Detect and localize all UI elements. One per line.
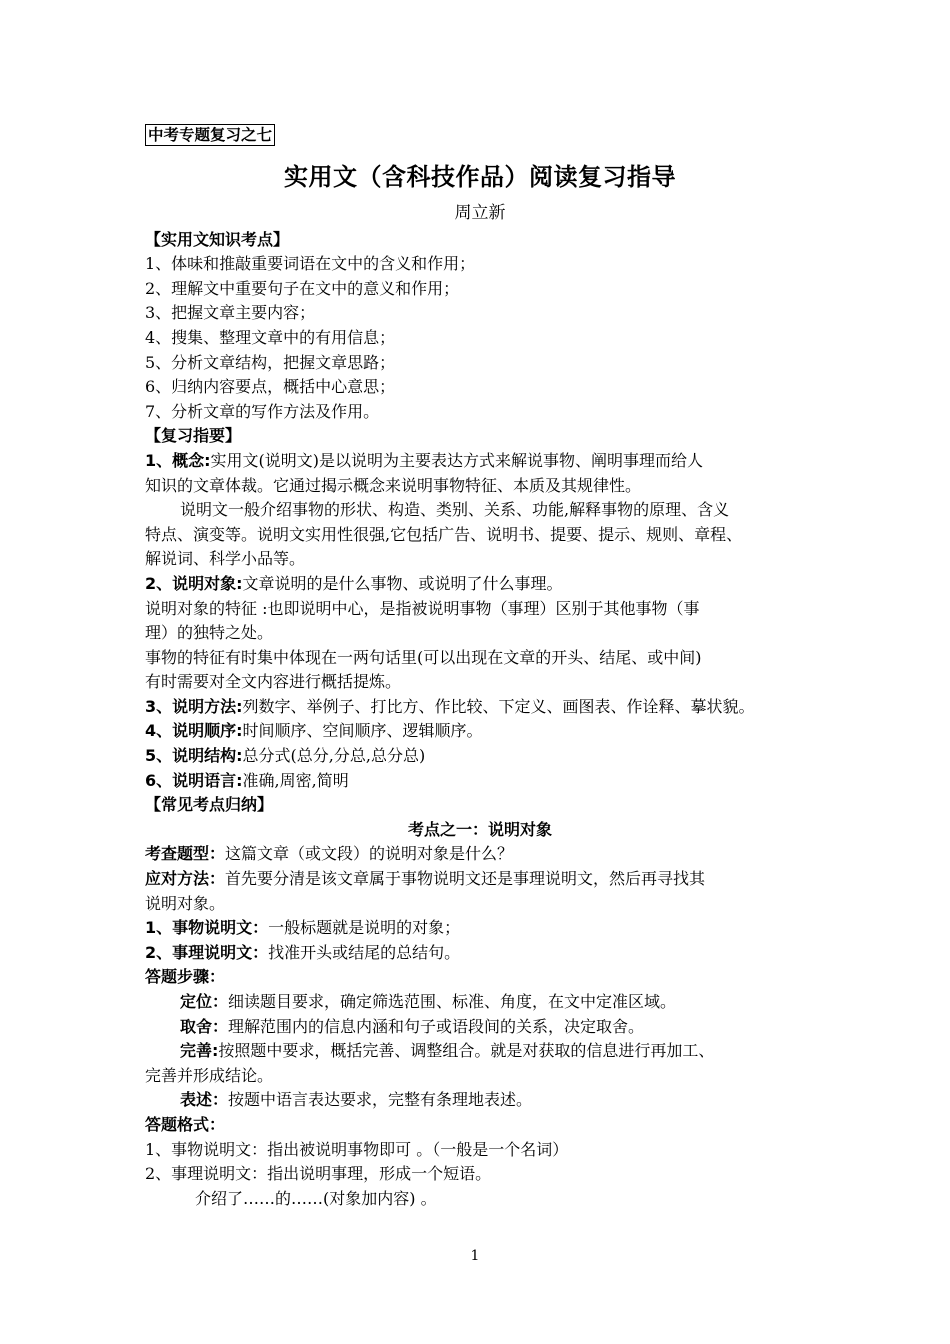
language-line xyxy=(145,769,815,794)
concept-para2-line-1: 说明文一般介绍事物的形状、构造、类别、关系、功能,解释事物的原理、含义 xyxy=(180,500,730,520)
structure-line xyxy=(145,744,815,769)
points-heading: 【常见考点归纳】 xyxy=(145,795,274,815)
step-select-line xyxy=(145,1015,815,1040)
step-refine-line-2: 完善并形成结论。 xyxy=(145,1065,274,1085)
question-type-line xyxy=(145,842,815,867)
document-body xyxy=(145,123,815,1211)
step-refine-label: 完善: xyxy=(180,1041,219,1061)
concept-text-1: 实用文(说明文)是以说明为主要表达方式来解说事物、阐明事理而给人 xyxy=(210,450,704,470)
format-line-1: 1、事物说明文：指出被说明事物即可 。（一般是一个名词） xyxy=(145,1139,569,1159)
feature-line-1: 说明对象的特征 :也即说明中心，是指被说明事物（事理）区别于其他事物（事 xyxy=(145,598,700,618)
concept-line-2: 知识的文章体裁。它通过揭示概念来说明事物特征、本质及其规律性。 xyxy=(145,475,642,495)
approach-label: 应对方法： xyxy=(145,869,226,889)
series-tag-line xyxy=(145,123,815,148)
approach-text-1: 首先要分清是该文章属于事物说明文还是事理说明文，然后再寻找其 xyxy=(225,869,706,889)
knowledge-item-3: 3、把握文章主要内容； xyxy=(145,303,316,323)
method-label: 3、说明方法: xyxy=(145,696,243,716)
structure-label: 5、说明结构: xyxy=(145,746,243,766)
knowledge-item-1: 1、体味和推敲重要词语在文中的含义和作用； xyxy=(145,254,476,274)
series-tag: 中考专题复习之七 xyxy=(145,124,275,146)
step-select-text: 理解范围内的信息内涵和句子或语段间的关系，决定取舍。 xyxy=(228,1016,645,1036)
object-label: 2、说明对象: xyxy=(145,573,243,593)
knowledge-item-7: 7、分析文章的写作方法及作用。 xyxy=(145,401,380,421)
object-text: 文章说明的是什么事物、或说明了什么事理。 xyxy=(242,573,563,593)
concept-label: 1、概念: xyxy=(145,450,211,470)
step-express-label: 表述： xyxy=(180,1090,229,1110)
concept-line-1 xyxy=(145,449,815,474)
feature-line-2: 理）的独特之处。 xyxy=(145,623,274,643)
step-refine-line xyxy=(145,1039,815,1064)
method-text: 列数字、举例子、打比方、作比较、下定义、画图表、作诠释、摹状貌。 xyxy=(242,696,755,716)
points-sub-heading: 考点之一：说明对象 xyxy=(407,819,552,839)
question-type-text: 这篇文章（或文段）的说明对象是什么？ xyxy=(225,844,514,864)
step-express-line xyxy=(145,1088,815,1113)
feature-line-3: 事物的特征有时集中体现在一两句话里(可以出现在文章的开头、结尾、或中间) xyxy=(145,647,702,667)
concept-para2-line-2: 特点、演变等。说明文实用性很强,它包括广告、说明书、提要、提示、规则、章程、 xyxy=(145,524,743,544)
review-heading: 【复习指要】 xyxy=(145,426,242,446)
order-text: 时间顺序、空间顺序、逻辑顺序。 xyxy=(242,721,483,741)
document-title: 实用文（含科技作品）阅读复习指导 xyxy=(284,162,676,191)
step-locate-label: 定位： xyxy=(180,992,229,1011)
knowledge-item-2: 2、理解文中重要句子在文中的意义和作用； xyxy=(145,278,460,298)
knowledge-item-4: 4、搜集、整理文章中的有用信息； xyxy=(145,327,396,347)
page-number: 1 xyxy=(470,1248,480,1264)
order-label: 4、说明顺序: xyxy=(145,721,243,741)
reason-line xyxy=(145,941,815,966)
author-name: 周立新 xyxy=(454,202,506,223)
feature-line-4: 有时需要对全文内容进行概括提炼。 xyxy=(145,672,402,692)
language-label: 6、说明语言: xyxy=(145,770,243,790)
knowledge-heading: 【实用文知识考点】 xyxy=(145,229,290,249)
knowledge-item-5: 5、分析文章结构，把握文章思路； xyxy=(145,352,396,372)
approach-line-2: 说明对象。 xyxy=(145,893,226,913)
knowledge-item-6: 6、归纳内容要点，概括中心意思； xyxy=(145,377,396,397)
structure-text: 总分式(总分,分总,总分总) xyxy=(242,746,426,766)
format-line-3: 介绍了……的……(对象加内容) 。 xyxy=(195,1188,437,1208)
concept-para2-line-3: 解说词、科学小品等。 xyxy=(145,549,306,569)
steps-label: 答题步骤： xyxy=(145,967,226,987)
step-locate-text: 细读题目要求，确定筛选范围、标准、角度，在文中定准区域。 xyxy=(228,992,677,1011)
thing-text: 一般标题就是说明的对象； xyxy=(268,918,461,938)
step-refine-text-1: 按照题中要求，概括完善、调整组合。就是对获取的信息进行再加工、 xyxy=(218,1041,715,1061)
reason-text: 找准开头或结尾的总结句。 xyxy=(268,942,461,962)
format-label: 答题格式： xyxy=(145,1114,226,1134)
step-select-label: 取舍： xyxy=(180,1016,229,1036)
language-text: 准确,周密,简明 xyxy=(242,770,349,790)
step-express-text: 按题中语言表达要求，完整有条理地表述。 xyxy=(228,1090,533,1110)
thing-label: 1、事物说明文： xyxy=(145,918,269,938)
question-type-label: 考查题型： xyxy=(145,844,226,864)
step-locate-line xyxy=(145,990,815,1015)
approach-line-1 xyxy=(145,867,815,892)
thing-line xyxy=(145,916,815,941)
method-line xyxy=(145,695,815,720)
format-line-2: 2、事理说明文：指出说明事理，形成一个短语。 xyxy=(145,1164,492,1184)
object-line xyxy=(145,572,815,597)
reason-label: 2、事理说明文： xyxy=(145,942,269,962)
order-line xyxy=(145,719,815,744)
